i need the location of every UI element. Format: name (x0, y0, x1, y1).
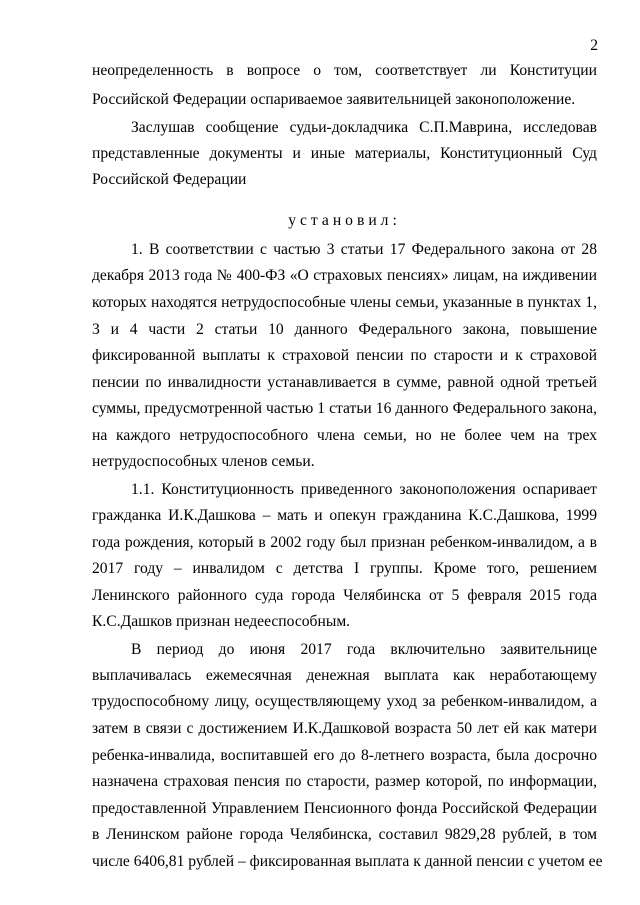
text-line: нетрудоспособных членов семьи. (92, 453, 315, 470)
text-line: 1.1. Конституционность приведенного законоположения оспаривает (131, 481, 597, 498)
text-line: которых находятся нетрудоспособные члены семьи, указанные в пунктах 1, (92, 294, 597, 311)
text-line: на каждого нетрудоспособного члена семьи, но не более чем на трех (92, 427, 597, 444)
text-line: суммы, предусмотренной частью 1 статьи 16 данного Федерального закона, (92, 400, 597, 417)
text-line: числе 6406,81 рублей – фиксированная выплата к данной пенсии с учетом ее (92, 853, 603, 870)
text-line: года рождения, который в 2002 году был признан ребенком-инвалидом, а в (92, 534, 597, 551)
text-line: Ленинского районного суда города Челябинска от 5 февраля 2015 года (92, 587, 597, 604)
text-line: Заслушав сообщение судьи-докладчика С.П.Маврина, исследовав (131, 119, 597, 136)
text-line: назначена страховая пенсия по старости, размер которой, по информации, (92, 773, 597, 790)
text-line: трудоспособному лицу, осуществляющему уход за ребенком-инвалидом, а (92, 693, 597, 710)
text-line: пенсии по инвалидности устанавливается в сумме, равной одной третьей (92, 374, 597, 391)
text-line: представленные документы и иные материалы, Конституционный Суд (92, 145, 597, 162)
text-line: фиксированной выплаты к страховой пенсии по старости и к страховой (92, 347, 597, 364)
text-line: гражданка И.К.Дашкова – мать и опекун гражданина К.С.Дашкова, 1999 (92, 507, 597, 524)
text-line: ребенка-инвалида, воспитавшей его до 8-летнего возраста, была досрочно (92, 747, 597, 764)
text-line: В период до июня 2017 года включительно заявительнице (131, 641, 597, 658)
text-line: К.С.Дашков признан недееспособным. (92, 613, 351, 630)
page-number: 2 (590, 37, 598, 54)
text-line: неопределенность в вопросе о том, соответствует ли Конституции (92, 62, 597, 79)
text-line: в Ленинском районе города Челябинска, составил 9829,28 рублей, в том (92, 826, 597, 843)
text-line: 2017 году – инвалидом с детства I группы. Кроме того, решением (92, 560, 597, 577)
text-line: Российской Федерации оспариваемое заявительницей законоположение. (92, 91, 576, 108)
text-line: предоставленной Управлением Пенсионного фонда Российской Федерации (92, 800, 597, 817)
text-line: 3 и 4 части 2 статьи 10 данного Федерального закона, повышение (92, 321, 597, 338)
text-line: декабря 2013 года № 400-ФЗ «О страховых пенсиях» лицам, на иждивении (92, 267, 597, 284)
text-line: выплачивалась ежемесячная денежная выплата как неработающему (92, 667, 597, 684)
text-line: 1. В соответствии с частью 3 статьи 17 Федерального закона от 28 (131, 241, 597, 258)
text-line: Российской Федерации (92, 171, 247, 188)
section-heading: установил: (288, 212, 401, 229)
text-line: затем в связи с достижением И.К.Дашковой возраста 50 лет ей как матери (92, 720, 597, 737)
